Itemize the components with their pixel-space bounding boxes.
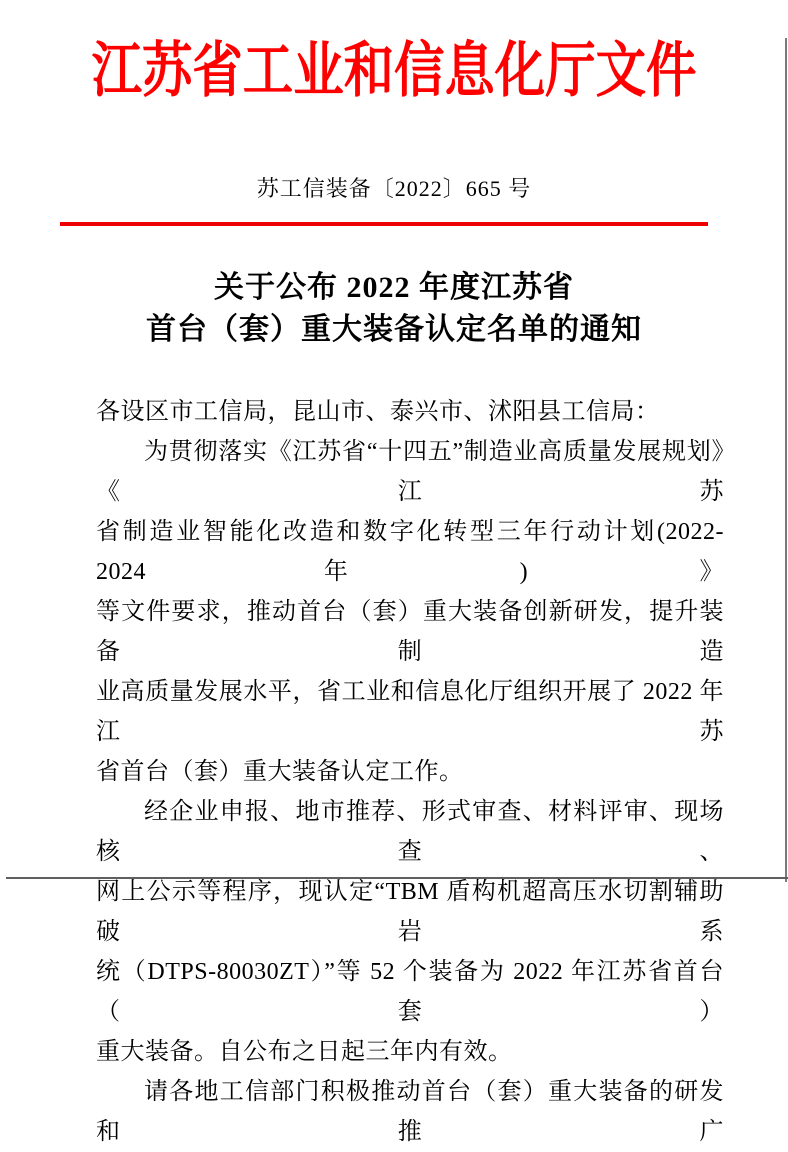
page-edge-right — [785, 38, 787, 882]
body-line: 业高质量发展水平，省工业和信息化厅组织开展了 2022 年江苏 — [96, 679, 724, 745]
body-line: 各设区市工信局，昆山市、泰兴市、沭阳县工信局： — [96, 399, 660, 425]
body-line: 等文件要求，推动首台（套）重大装备创新研发，提升装备制造 — [96, 599, 724, 665]
body-line: 请各地工信部门积极推动首台（套）重大装备的研发和推广 — [96, 1079, 724, 1145]
agency-masthead — [0, 38, 788, 104]
body-line: 统（DTPS-80030ZT）”等 52 个装备为 2022 年江苏省首台（套） — [96, 959, 724, 1025]
body-line: 网上公示等程序，现认定“TBM 盾构机超高压水切割辅助破岩系 — [96, 879, 724, 945]
document-title — [0, 267, 788, 351]
body-line: 省制造业智能化改造和数字化转型三年行动计划(2022-2024 年)》 — [96, 519, 724, 585]
document-title-line1: 关于公布 2022 年度江苏省 — [214, 271, 574, 304]
document-page — [0, 38, 788, 1145]
red-divider-rule — [60, 222, 708, 226]
body-line: 省首台（套）重大装备认定工作。 — [96, 759, 464, 785]
page-edge-bottom — [6, 877, 788, 879]
body-line: 为贯彻落实《江苏省“十四五”制造业高质量发展规划》《江苏 — [96, 439, 724, 505]
document-body — [96, 392, 724, 1152]
agency-masthead-text: 江苏省工业和信息化厅文件 — [91, 38, 697, 104]
body-line: 重大装备。自公布之日起三年内有效。 — [96, 1039, 513, 1065]
document-title-line2: 首台（套）重大装备认定名单的通知 — [146, 313, 642, 346]
body-line: 经企业申报、地市推荐、形式审查、材料评审、现场核查、 — [96, 799, 724, 865]
document-number: 苏工信装备〔2022〕665 号 — [256, 176, 532, 201]
